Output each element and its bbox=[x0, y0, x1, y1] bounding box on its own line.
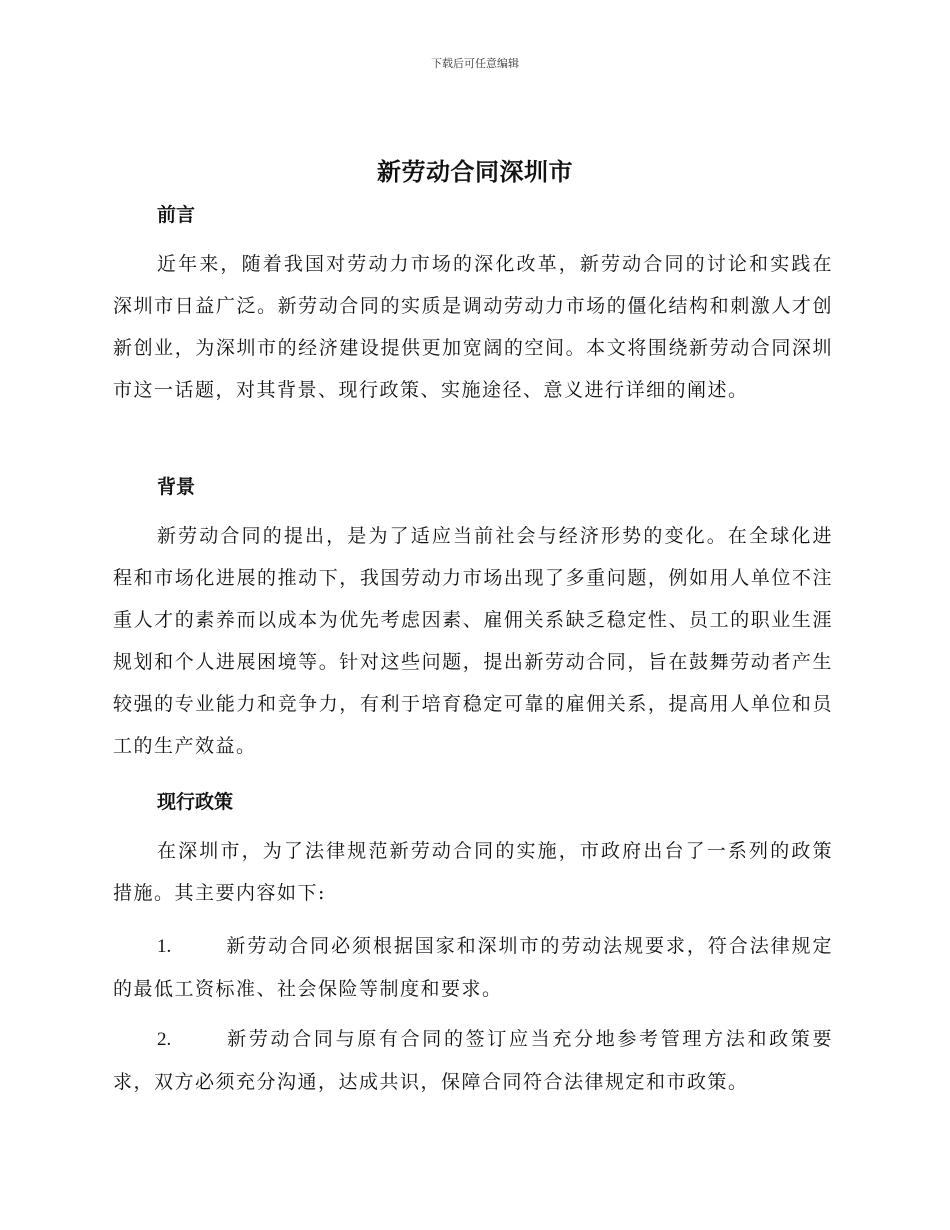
section-heading-background: 背景 bbox=[157, 476, 196, 498]
list-item-text: 新劳动合同与原有合同的签订应当充分地参考管理方法和政策要求，双方必须充分沟通，达成共识，保障合同符合法律规定和市政策。 bbox=[113, 1028, 833, 1093]
list-item-number: 1. bbox=[157, 936, 172, 957]
paragraph-preface: 近年来，随着我国对劳动力市场的深化改革，新劳动合同的讨论和实践在深圳市日益广泛。新劳动合同的实质是调动劳动力市场的僵化结构和刺激人才创新创业，为深圳市的经济建设提供更加宽阔的空间。本文将围绕新劳动合同深圳市这一话题，对其背景、现行政策、实施途径、意义进行详细的阐述。 bbox=[113, 253, 833, 401]
document-title: 新劳动合同深圳市 bbox=[377, 158, 573, 186]
section-heading-policy: 现行政策 bbox=[157, 791, 234, 813]
page-header-note: 下载后可任意编辑 bbox=[431, 57, 519, 70]
paragraph-policy: 在深圳市，为了法律规范新劳动合同的实施，市政府出台了一系列的政策措施。其主要内容如下: bbox=[113, 840, 833, 904]
paragraph-background: 新劳动合同的提出，是为了适应当前社会与经济形势的变化。在全球化进程和市场化进展的推动下，我国劳动力市场出现了多重问题，例如用人单位不注重人才的素养而以成本为优先考虑因素、雇佣关系缺乏稳定性、员工的职业生涯规划和个人进展困境等。针对这些问题，提出新劳动合同，旨在鼓舞劳动者产生较强的专业能力和竞争力，有利于培育稳定可靠的雇佣关系，提高用人单位和员工的生产效益。 bbox=[113, 525, 833, 757]
list-item-policy-1 bbox=[113, 925, 833, 1010]
list-item-number: 2. bbox=[157, 1029, 172, 1050]
section-heading-preface: 前言 bbox=[157, 204, 196, 226]
list-item-policy-2 bbox=[113, 1018, 833, 1103]
list-item-text: 新劳动合同必须根据国家和深圳市的劳动法规要求，符合法律规定的最低工资标准、社会保险等制度和要求。 bbox=[113, 935, 833, 1000]
